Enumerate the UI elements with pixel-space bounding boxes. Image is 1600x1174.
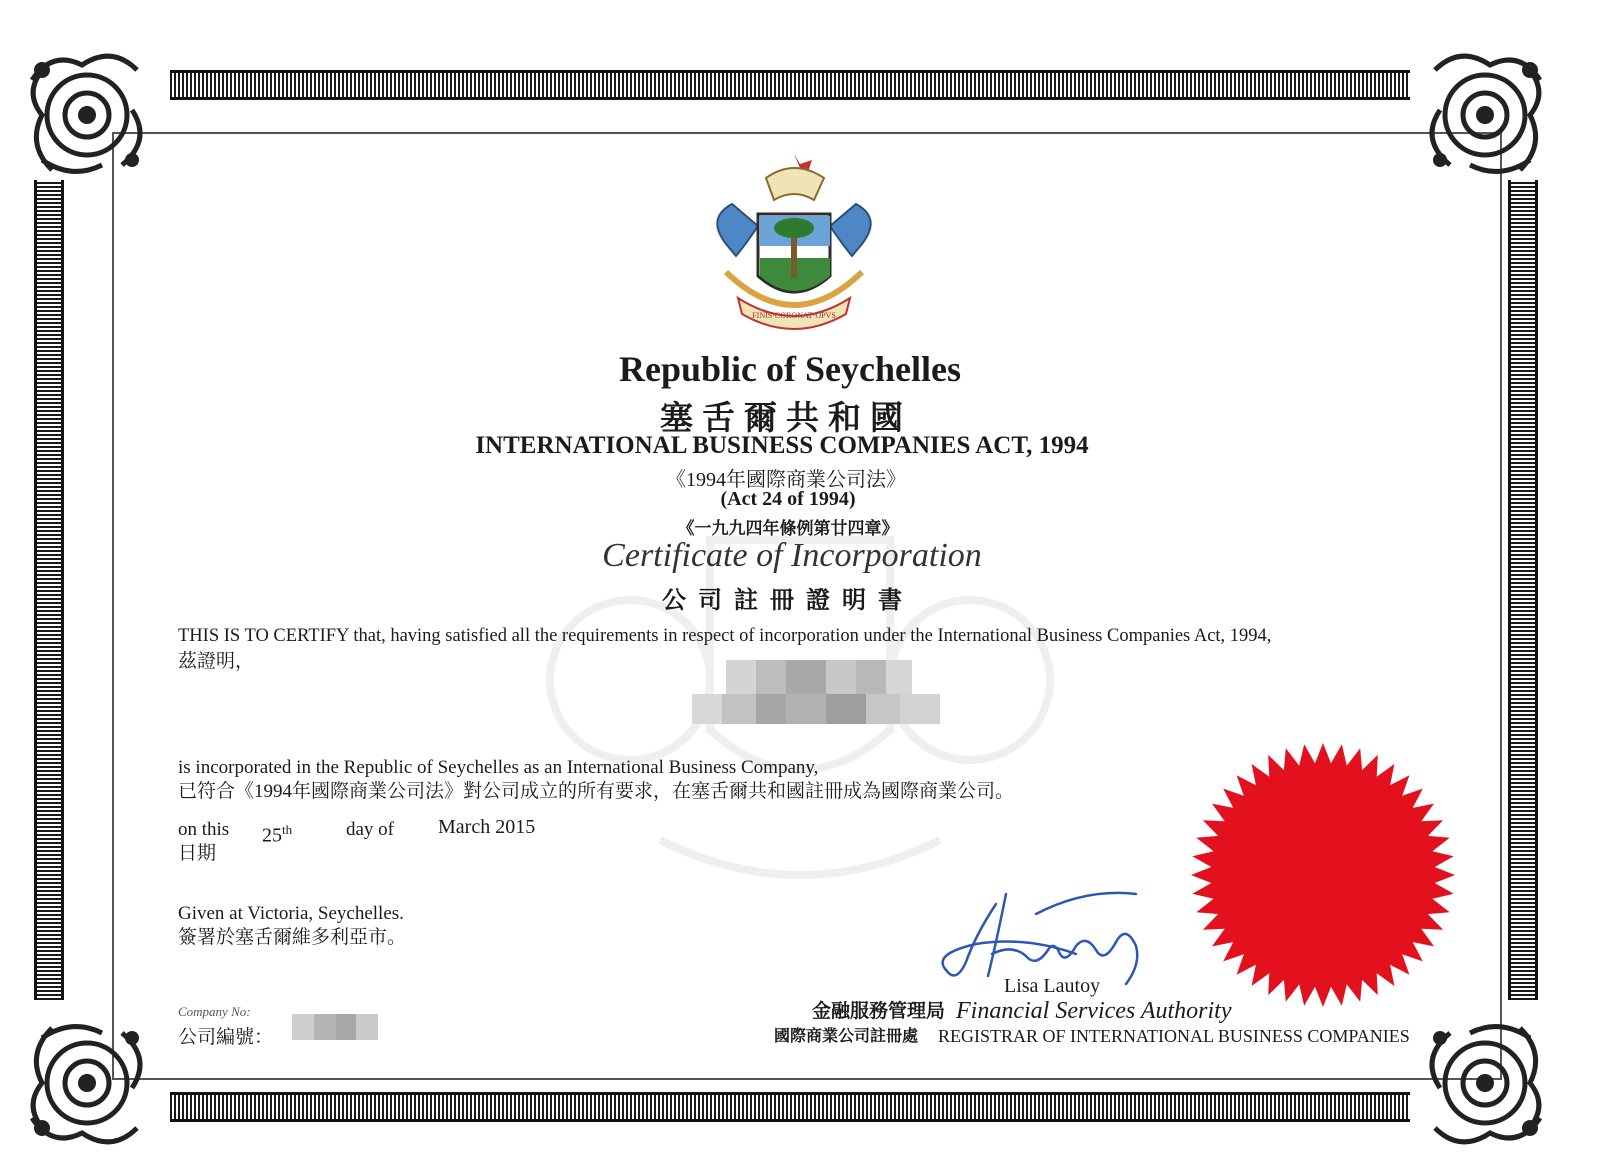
given-at-zh: 簽署於塞舌爾維多利亞市。: [178, 927, 407, 948]
corner-ornament-icon: [12, 40, 162, 190]
certificate-title-en: Certificate of Incorporation: [602, 537, 982, 574]
coat-of-arms-icon: [696, 148, 892, 344]
certificate-title-zh: 公司註冊證明書: [662, 588, 914, 614]
registrar-name-zh: 國際商業公司註冊處: [774, 1028, 919, 1045]
company-number-label-zh: 公司編號：: [178, 1027, 274, 1048]
emblem-motto: FINIS·CORONAT·OPVS: [752, 311, 836, 320]
date-day-of-label: day of: [346, 819, 395, 840]
frame-bottom: [170, 1092, 1410, 1122]
certify-statement-en: THIS IS TO CERTIFY that, having satisfied all the requirements in respect of incorporation under the International Business Companies Act, 1994,: [178, 626, 1272, 646]
date-day: [262, 818, 292, 848]
company-number-label-en: Company No:: [178, 1004, 251, 1019]
registrar-name-en: REGISTRAR OF INTERNATIONAL BUSINESS COMPANIES: [938, 1026, 1410, 1046]
redacted-company-number: [292, 1014, 378, 1040]
date-day-suffix: th: [282, 822, 293, 837]
act-title-en: INTERNATIONAL BUSINESS COMPANIES ACT, 1994: [475, 432, 1089, 459]
country-title-en: Republic of Seychelles: [619, 349, 961, 389]
corner-ornament-icon: [1410, 40, 1560, 190]
act-number-en: (Act 24 of 1994): [720, 488, 856, 510]
corner-ornament-icon: [12, 1008, 162, 1158]
certify-statement-zh: 茲證明，: [178, 651, 255, 672]
date-on-this-label: on this: [178, 819, 230, 840]
frame-top: [170, 70, 1410, 100]
redacted-company-name-line2: [692, 694, 940, 724]
signatory-name: Lisa Lautoy: [1004, 975, 1101, 997]
incorporated-statement-en: is incorporated in the Republic of Seychelles as an International Business Company,: [178, 757, 819, 778]
act-number-zh: 《一九九四年條例第廿四章》: [677, 519, 899, 538]
corner-ornament-icon: [1410, 1008, 1560, 1158]
date-day-number: 25: [262, 824, 282, 847]
red-seal-shape: [1191, 743, 1455, 1007]
given-at-en: Given at Victoria, Seychelles.: [178, 903, 404, 924]
date-label-zh: 日期: [178, 843, 217, 864]
act-title-zh: 《1994年國際商業公司法》: [666, 469, 906, 491]
authority-name-en: Financial Services Authority: [956, 998, 1232, 1024]
red-seal-icon: [1188, 740, 1458, 1010]
incorporated-statement-zh: 已符合《1994年國際商業公司法》對公司成立的所有要求，在塞舌爾共和國註冊成為國際商業公司。: [178, 781, 1015, 802]
authority-name-zh: 金融服務管理局: [812, 1001, 946, 1022]
date-month-year: March 2015: [438, 816, 536, 838]
redacted-company-name: [726, 660, 912, 694]
country-title-zh: 塞舌爾共和國: [660, 401, 912, 437]
